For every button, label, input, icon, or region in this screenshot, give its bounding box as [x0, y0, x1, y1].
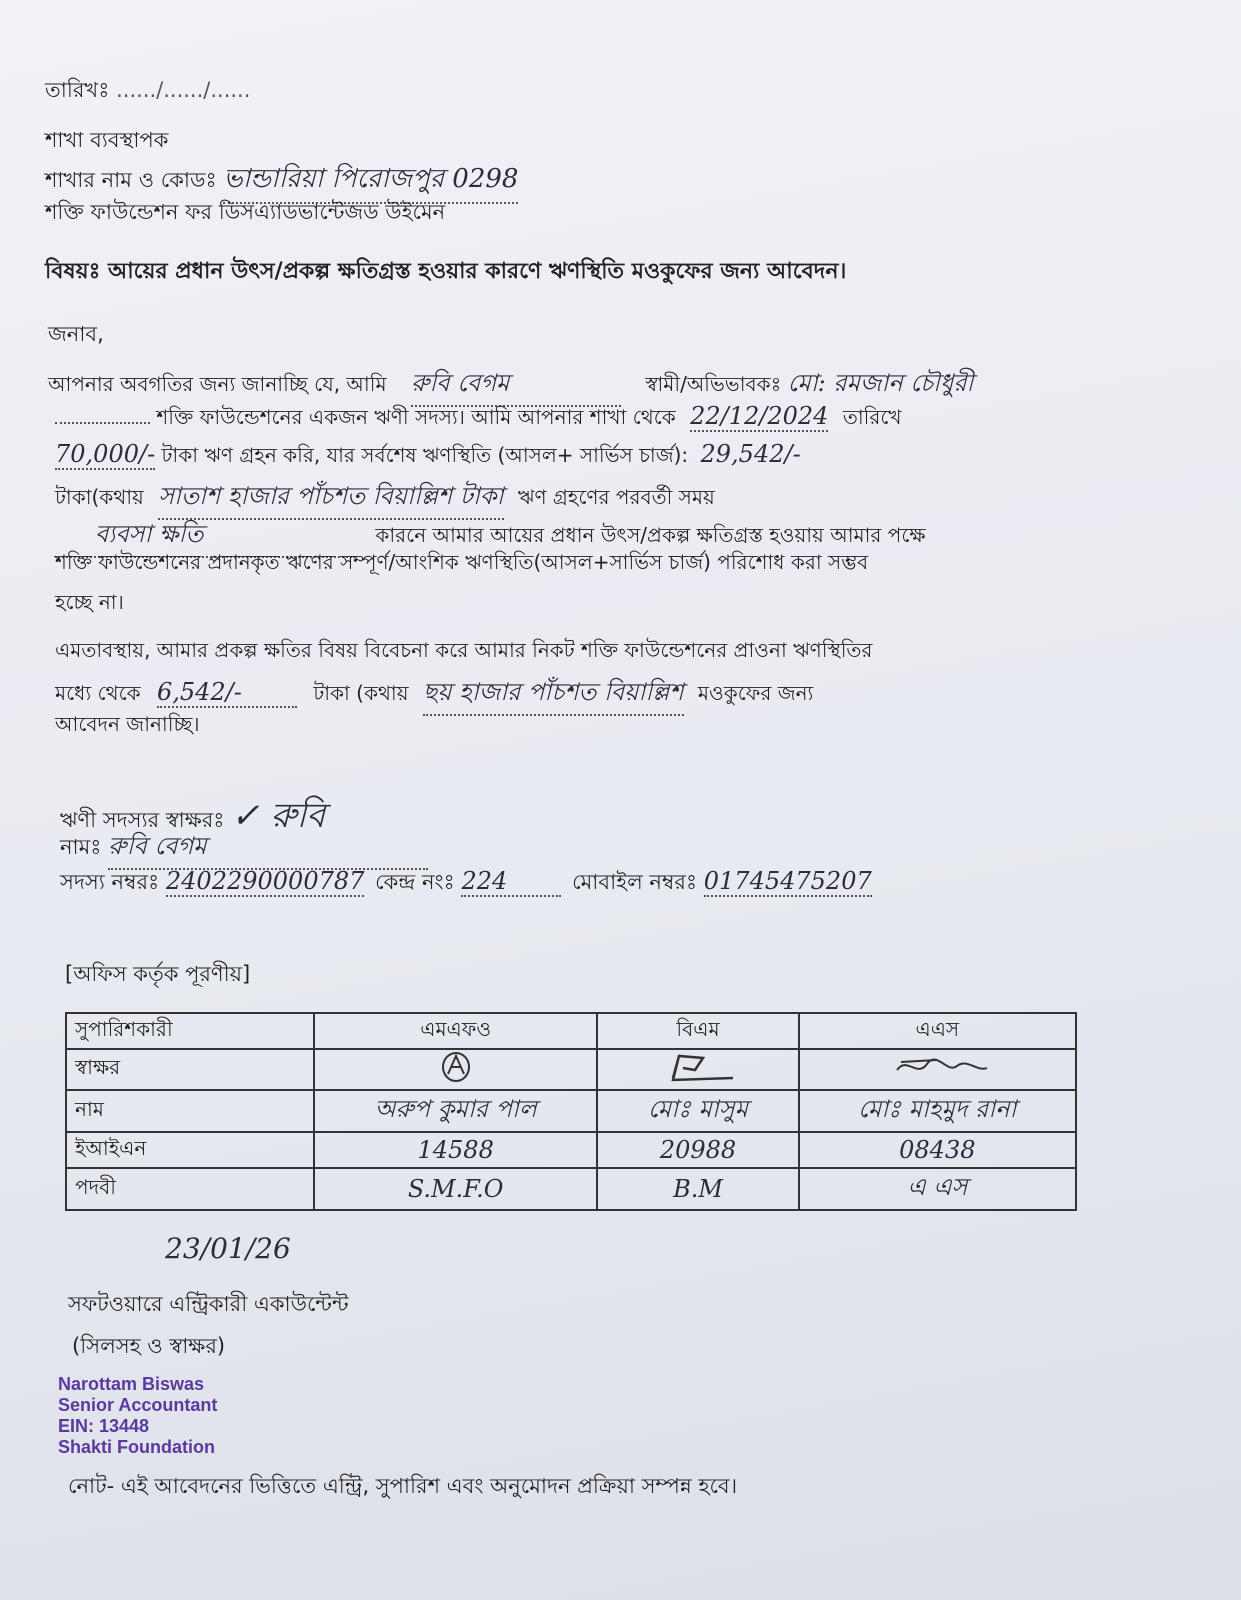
stamp-line: Narottam Biswas — [58, 1374, 205, 1394]
recipient-title: শাখা ব্যবস্থাপক — [45, 128, 169, 152]
waive-words-handwritten: ছয় হাজার পাঁচশত বিয়াল্লিশ — [423, 674, 684, 716]
org-name: শক্তি ফাউন্ডেশন ফর ডিসএ্যাডভান্টেজড উইমেন — [45, 200, 446, 224]
ein-mfo: 14588 — [314, 1132, 597, 1168]
body-text: মধ্যে থেকে — [55, 681, 141, 705]
designation-bm: B.M — [597, 1168, 798, 1210]
body-line-10: আবেদন জানাচ্ছি। — [55, 712, 200, 736]
row-label: নাম — [66, 1090, 314, 1132]
signature-mfo — [314, 1049, 597, 1090]
guardian-handwritten: মো: রমজান চৌধুরী — [787, 369, 974, 397]
accountant-signature-date: 23/01/26 — [165, 1232, 291, 1265]
seal-note: (সিলসহ ও স্বাক্ষর) — [72, 1334, 226, 1358]
table-row — [66, 1090, 1076, 1132]
loan-amount-handwritten: 70,000/- — [55, 440, 156, 468]
name-bm: মোঃ মাসুম — [597, 1090, 798, 1132]
row-label: পদবী — [66, 1168, 314, 1210]
body-line-7: হচ্ছে না। — [55, 590, 124, 614]
body-line-1 — [48, 365, 973, 407]
table-row — [66, 1168, 1076, 1210]
date-label: তারিখঃ — [45, 78, 110, 102]
subject-line: বিষয়ঃ আয়ের প্রধান উৎস/প্রকল্প ক্ষতিগ্রস্ত হওয়ার কারণে ঋণস্থিতি মওকুফের জন্য আবেদন। — [45, 259, 847, 284]
name-as: মোঃ মাহমুদ রানা — [799, 1090, 1076, 1132]
body-text: শক্তি ফাউন্ডেশনের একজন ঋণী সদস্য। আমি আপনার শাখা থেকে — [156, 405, 676, 429]
blank-field — [55, 422, 150, 424]
waive-amount-handwritten: 6,542/- — [157, 678, 297, 708]
center-value: 224 — [461, 867, 561, 897]
signature-as — [799, 1049, 1076, 1090]
date-value: ....../....../...... — [116, 78, 251, 102]
member-name-value: রুবি বেগম — [108, 828, 428, 870]
body-text: কারনে আমার আয়ের প্রধান উৎস/প্রকল্প ক্ষতিগ্রস্ত হওয়ায় আমার পক্ষে — [375, 523, 926, 547]
table-row — [66, 1049, 1076, 1090]
member-name-handwritten: রুবি বেগম — [411, 365, 621, 407]
signature-label: ঋণী সদস্যর স্বাক্ষরঃ — [60, 808, 225, 832]
body-line-8: এমতাবস্থায়, আমার প্রকল্প ক্ষতির বিষয় বিবেচনা করে আমার নিকট শক্তি ফাউন্ডেশনের প্রাওনা ঋণস্থিতির — [55, 638, 873, 662]
body-line-2 — [55, 402, 902, 436]
salutation: জনাব, — [48, 322, 104, 346]
accountant-stamp — [58, 1374, 217, 1458]
branch-value: ভান্ডারিয়া পিরোজপুর 0298 — [223, 158, 518, 204]
balance-handwritten: 29,542/- — [700, 440, 801, 468]
body-text: মওকুফের জন্য — [697, 681, 814, 705]
body-line-4 — [55, 478, 715, 520]
stamp-line: Senior Accountant — [58, 1395, 218, 1415]
mobile-label: মোবাইল নম্বরঃ — [572, 870, 698, 894]
member-id-value: 2402290000787 — [165, 867, 365, 895]
member-signature: ✓ রুবি — [231, 796, 326, 836]
designation-as: এ এস — [799, 1168, 1076, 1210]
office-use-table — [65, 1012, 1077, 1211]
accountant-role: সফটওয়ারে এন্ট্রিকারী একাউন্টেন্ট — [68, 1292, 349, 1316]
stamp-line: Shakti Foundation — [58, 1437, 215, 1457]
ein-as: 08438 — [799, 1132, 1076, 1168]
body-line-3 — [55, 440, 801, 474]
balance-words-handwritten: সাতাশ হাজার পাঁচশত বিয়াল্লিশ টাকা — [158, 478, 503, 520]
header-cell: এমএফও — [314, 1013, 597, 1049]
body-text: টাকা(কথায় — [55, 485, 144, 509]
member-id-label: সদস্য নম্বরঃ — [60, 870, 160, 894]
table-row — [66, 1132, 1076, 1168]
office-caption: [অফিস কর্তৃক পূরণীয়] — [65, 962, 251, 986]
date-row — [45, 74, 250, 109]
signature-bm — [597, 1049, 798, 1090]
footer-note: নোট- এই আবেদনের ভিত্তিতে এন্ট্রি, সুপারিশ এবং অনুমোদন প্রক্রিয়া সম্পন্ন হবে। — [68, 1474, 738, 1498]
header-cell: সুপারিশকারী — [66, 1013, 314, 1049]
row-label: স্বাক্ষর — [66, 1049, 314, 1090]
member-name-row — [60, 828, 428, 870]
name-mfo: অরুপ কুমার পাল — [314, 1090, 597, 1132]
center-label: কেন্দ্র নংঃ — [375, 870, 455, 894]
stamp-line: EIN: 13448 — [58, 1416, 150, 1436]
mobile-value: 01745475207 — [703, 867, 872, 895]
ein-bm: 20988 — [597, 1132, 798, 1168]
designation-mfo: S.M.F.O — [314, 1168, 597, 1210]
guardian-label: স্বামী/অভিভাবকঃ — [645, 372, 782, 396]
header-cell: বিএম — [597, 1013, 798, 1049]
body-line-6: শক্তি ফাউন্ডেশনের প্রদানকৃত ঋণের সম্পূর্ণ/আংশিক ঋণস্থিতি(আসল+সার্ভিস চার্জ) পরিশোধ করা সম্ভব — [55, 550, 869, 574]
body-text: টাকা ঋণ গ্রহন করি, যার সর্বশেষ ঋণস্থিতি (আসল+ সার্ভিস চার্জ): — [161, 443, 689, 467]
table-header-row — [66, 1013, 1076, 1049]
loan-date-handwritten: 22/12/2024 — [690, 402, 829, 430]
member-id-row — [60, 866, 872, 901]
header-cell: এএস — [799, 1013, 1076, 1049]
body-text: ঋণ গ্রহণের পরবর্তী সময় — [517, 485, 715, 509]
row-label: ইআইএন — [66, 1132, 314, 1168]
name-label: নামঃ — [60, 835, 102, 859]
body-text: আপনার অবগতির জন্য জানাচ্ছি যে, আমি — [48, 372, 387, 396]
body-text: টাকা (কথায় — [313, 681, 409, 705]
branch-label: শাখার নাম ও কোডঃ — [45, 168, 217, 192]
reason-handwritten: ব্যবসা ক্ষতি — [55, 516, 355, 558]
body-text: তারিখে — [842, 405, 902, 429]
